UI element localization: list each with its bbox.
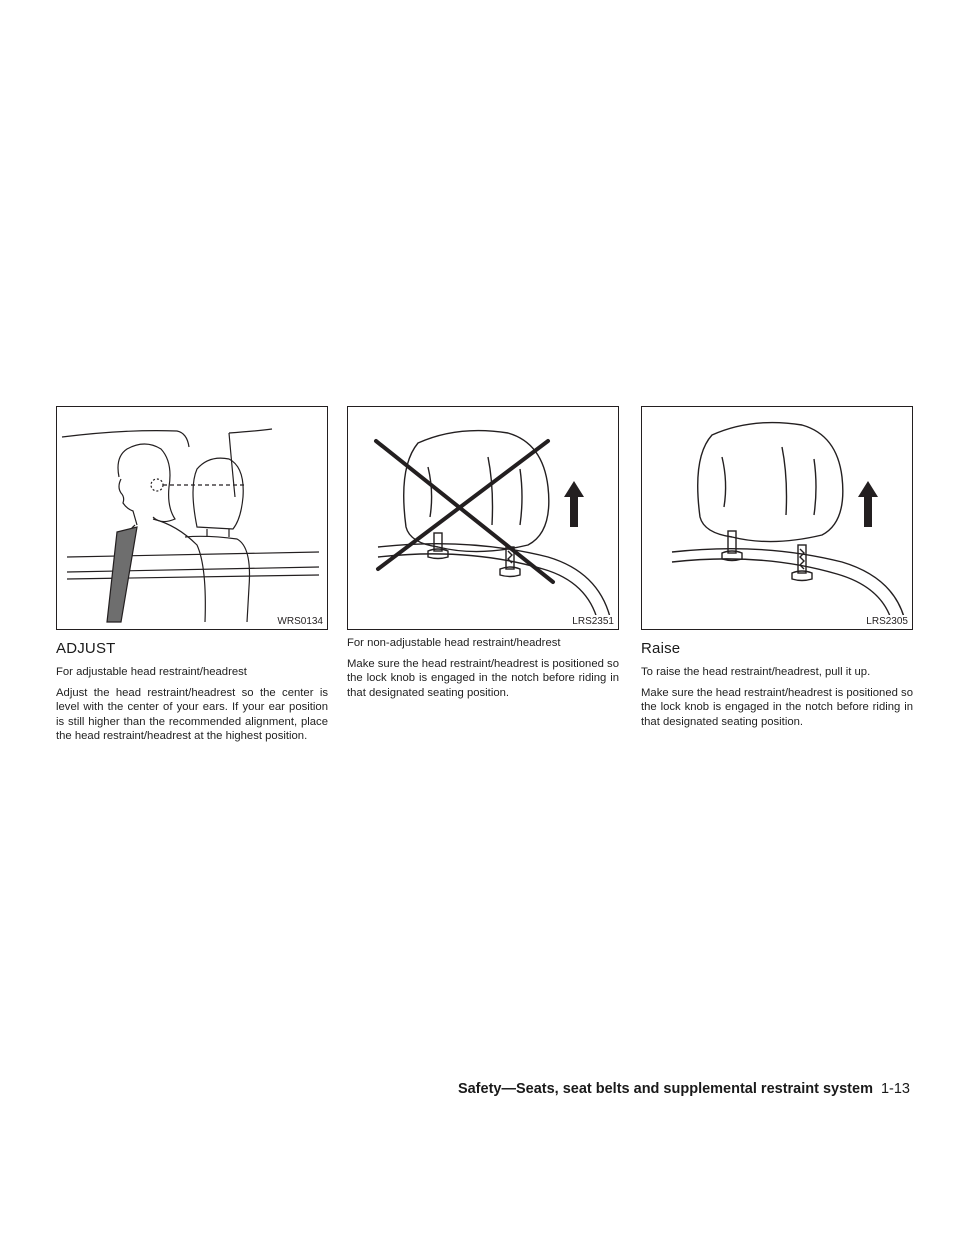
footer-section-title: Safety—Seats, seat belts and supplemental restraint system	[457, 1081, 873, 1097]
figure-code: LRS2351	[568, 615, 618, 629]
paragraph-body: Make sure the head restraint/headrest is positioned so the lock knob is engaged in the notch before riding in that designated seating position.	[641, 686, 913, 728]
non-adjustable-restraint-illustration	[348, 407, 618, 629]
figure-code: LRS2305	[862, 615, 912, 629]
paragraph-body: Make sure the head restraint/headrest is positioned so the lock knob is engaged in the notch before riding in that designated seating position.	[347, 657, 619, 699]
page-number: 1-13	[880, 1081, 910, 1097]
section-heading-adjust: ADJUST	[56, 640, 116, 657]
figure-raise-restraint	[641, 406, 913, 630]
paragraph-subtitle: For adjustable head restraint/headrest	[56, 666, 247, 678]
figure-code-bar	[57, 615, 327, 629]
paragraph-subtitle: To raise the head restraint/headrest, pull it up.	[641, 666, 871, 678]
paragraph-subtitle: For non-adjustable head restraint/headrest	[347, 637, 561, 649]
paragraph-body: Adjust the head restraint/headrest so the center is level with the center of your ears. If your ear position is still higher than the recommended alignment, place the head restraint/headrest at the highest position.	[56, 686, 328, 743]
section-heading-raise: Raise	[641, 640, 681, 657]
figure-code: WRS0134	[273, 615, 327, 629]
figure-non-adjustable-restraint	[347, 406, 619, 630]
figure-head-restraint-alignment	[56, 406, 328, 630]
column-non-adjustable	[347, 406, 619, 706]
head-restraint-alignment-illustration	[57, 407, 327, 629]
raise-restraint-illustration	[642, 407, 912, 629]
column-adjust	[56, 406, 328, 750]
page-footer	[458, 1081, 910, 1097]
column-raise	[641, 406, 913, 735]
